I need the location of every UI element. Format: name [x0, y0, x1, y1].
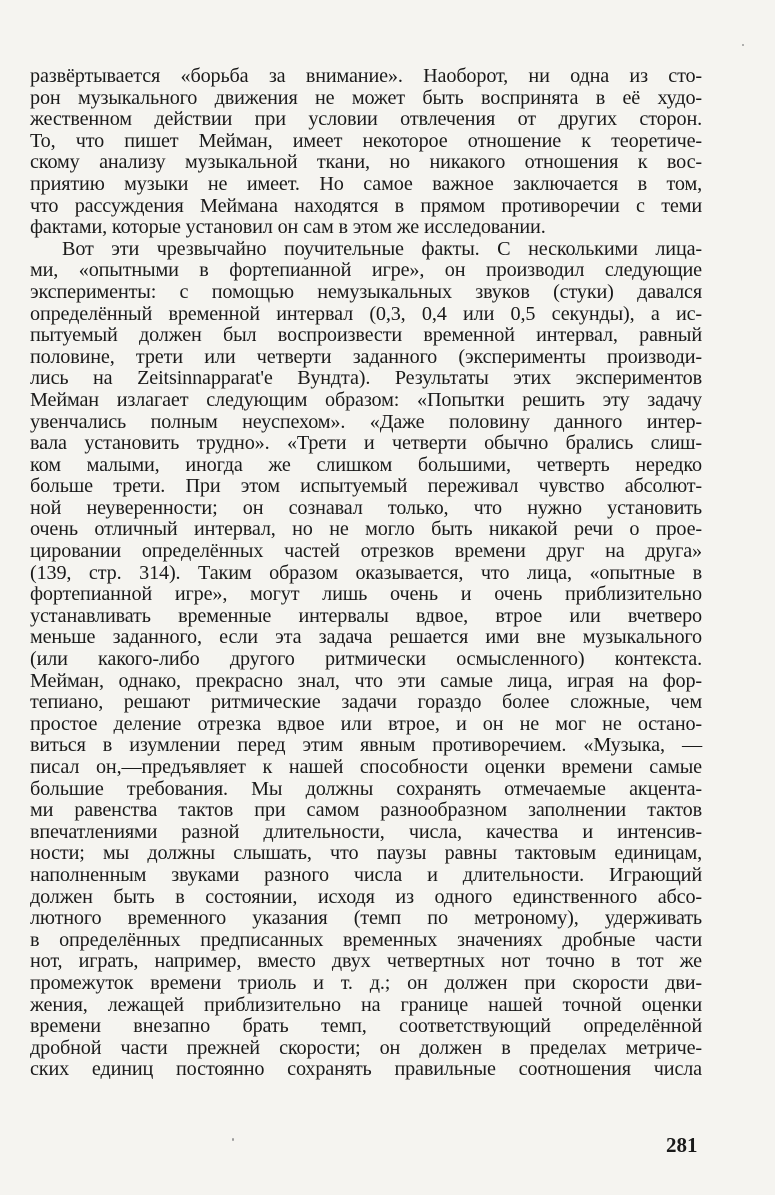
text-line: ми равенства тактов при самом разнообразном заполнении тактов [30, 799, 702, 822]
text-line: То, что пишет Мейман, имеет некоторое отношение к теоретиче- [30, 129, 702, 152]
text-line: дробной части прежней скорости; он должен в пределах метриче- [30, 1036, 702, 1059]
text-line: жения, лежащей приблизительно на границе нашей точной оценки [30, 993, 702, 1016]
scan-speck [232, 1138, 234, 1141]
text-line: что рассуждения Меймана находятся в прямом противоречии с теми [30, 194, 702, 217]
text-line: фактами, которые установил он сам в этом же исследовании. [30, 216, 546, 239]
text-line: очень отличный интервал, но не могло быть никакой речи о прое- [30, 518, 702, 541]
text-line: (или какого-либо другого ритмически осмысленного) контекста. [30, 648, 702, 671]
text-line: времени внезапно брать темп, соответствующий определённой [30, 1015, 702, 1038]
text-line: меньше заданного, если эта задача решается ими вне музыкального [30, 626, 702, 649]
text-line: рон музыкального движения не может быть воспринята в её худо- [30, 86, 702, 109]
scan-speck [742, 44, 744, 46]
text-line: Мейман излагает следующим образом: «Попытки решить эту задачу [30, 388, 702, 411]
text-line: промежуток времени триоль и т. д.; он должен при скорости дви- [30, 971, 702, 994]
text-line: простое деление отрезка вдвое или втрое, и он не мог не остано- [30, 712, 702, 735]
paragraph [30, 239, 702, 1081]
text-line: увенчались полным неуспехом». «Даже половину данного интер- [30, 410, 702, 433]
text-line: наполненным звуками разного числа и длительности. Играющий [30, 863, 702, 886]
text-line: эксперименты: с помощью немузыкальных звуков (стуки) давался [30, 280, 702, 303]
text-line: приятию музыки не имеет. Но самое важное заключается в том, [30, 172, 702, 195]
text-line: лютного временного указания (темп по метроному), удерживать [30, 907, 702, 930]
text-line: Вот эти чрезвычайно поучительные факты. С несколькими лица- [62, 237, 702, 260]
text-line: (139, стр. 314). Таким образом оказывается, что лица, «опытные в [30, 561, 702, 584]
text-line: в определённых предписанных временных значениях дробные части [30, 928, 702, 951]
text-line: большие требования. Мы должны сохранять отмечаемые акцента- [30, 777, 702, 800]
page-number: 281 [666, 1133, 698, 1157]
text-line: тепиано, решают ритмические задачи гораздо более сложные, чем [30, 691, 702, 714]
text-line: ми, «опытными в фортепианной игре», он производил следующие [30, 259, 702, 282]
text-line: больше трети. При этом испытуемый переживал чувство абсолют- [30, 475, 702, 498]
text-line: ских единиц постоянно сохранять правильные соотношения числа [30, 1058, 702, 1081]
text-line: Мейман, однако, прекрасно знал, что эти самые лица, играя на фор- [30, 669, 702, 692]
text-line: ком малыми, иногда же слишком большими, четверть нередко [30, 453, 702, 476]
text-line: виться в изумлении перед этим явным противоречием. «Музыка, — [30, 734, 702, 757]
text-line: вала установить трудно». «Трети и четверти обычно брались слиш- [30, 432, 702, 455]
text-line: пытуемый должен был воспроизвести временной интервал, равный [30, 324, 702, 347]
text-line: ности; мы должны слышать, что паузы равны тактовым единицам, [30, 842, 702, 865]
text-line: должен быть в состоянии, исходя из одного единственного абсо- [30, 885, 702, 908]
text-line: цировании определённых частей отрезков времени друг на друга» [30, 540, 702, 563]
text-line: лись на Zeitsinnapparat'e Вундта). Результаты этих экспериментов [30, 367, 702, 390]
text-line: половине, трети или четверти заданного (эксперименты производи- [30, 345, 702, 368]
text-line: развёртывается «борьба за внимание». Наоборот, ни одна из сто- [30, 65, 702, 87]
text-line: нот, играть, например, вместо двух четвертных нот точно в тот же [30, 950, 702, 973]
text-line: скому анализу музыкальной ткани, но никакого отношения к вос- [30, 151, 702, 174]
text-line: определённый временной интервал (0,3, 0,4 или 0,5 секунды), а ис- [30, 302, 702, 325]
page-body-text [30, 66, 702, 1081]
text-line: фортепианной игре», могут лишь очень и очень приблизительно [30, 583, 702, 606]
text-line: ной неуверенности; он сознавал только, что нужно установить [30, 496, 702, 519]
text-line: писал он,—предъявляет к нашей способности оценки времени самые [30, 756, 702, 778]
text-line: устанавливать временные интервалы вдвое, втрое или вчетверо [30, 604, 702, 627]
text-line: жественном действии при условии отвлечения от других сторон. [30, 108, 702, 131]
text-line: впечатлениями разной длительности, числа, качества и интенсив- [30, 820, 702, 843]
paragraph [30, 66, 702, 239]
